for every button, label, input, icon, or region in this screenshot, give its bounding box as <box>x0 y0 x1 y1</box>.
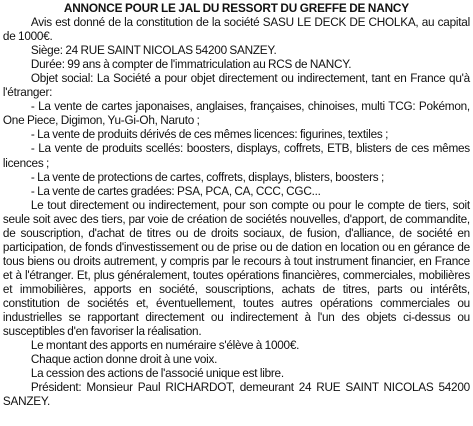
notice-paragraph-objet-detail: Le tout directement ou indirectement, pour son compte ou pour le compte de tiers, soit seule soit avec des tiers, par voie de création de sociétés nouvelles, d'apport, de commandite, de souscription, d'achat de titres ou de droits sociaux, de fusion, d'alliance, de société en participation, de fonds d'investissement ou de prise ou de dation en location ou en gérance de tous biens ou droits autrement, y compris par le recours à tout instrument financier, en France et à l'étranger. Et, plus généralement, toutes opérations financières, commerciales, mobilières et immobilières, apports en société, souscriptions, achats de titres, parts ou intérêts, constitution de sociétés et, éventuellement, toutes autres opérations commerciales ou industrielles se rapportant directement ou indirectement à l'un des objets ci-dessus ou susceptibles d'en favoriser la réalisation. <box>2 197 470 339</box>
notice-paragraph-president: Président: Monsieur Paul RICHARDOT, demeurant 24 RUE SAINT NICOLAS 54200 SANZEY. <box>2 380 470 409</box>
notice-paragraph-duree: Durée: 99 ans à compter de l'immatriculation au RCS de NANCY. <box>30 57 352 72</box>
notice-paragraph-siege: Siège: 24 RUE SAINT NICOLAS 54200 SANZEY. <box>30 43 277 58</box>
notice-bullet-cartes: - La vente de cartes japonaises, anglaises, françaises, chinoises, multi TCG: Pokémon, One Piece, Digimon, Yu-Gi-Oh, Naruto ; <box>2 99 470 128</box>
notice-title: ANNONCE POUR LE JAL DU RESSORT DU GREFFE DE NANCY <box>63 1 409 15</box>
notice-bullet-cartes-gradees: - La vente de cartes gradées: PSA, PCA, CA, CCC, CGC... <box>30 183 321 198</box>
notice-paragraph-cession: La cession des actions de l'associé unique est libre. <box>30 366 284 381</box>
notice-bullet-protections: - La vente de protections de cartes, coffrets, displays, blisters, boosters ; <box>30 169 384 184</box>
notice-paragraph-apports: Le montant des apports en numéraire s'élève à 1000€. <box>30 338 300 353</box>
notice-paragraph-constitution: Avis est donné de la constitution de la société SASU LE DECK DE CHOLKA, au capital de 1000€. <box>2 15 470 44</box>
notice-bullet-produits-derives: - La vente de produits dérivés de ces mêmes licences: figurines, textiles ; <box>30 127 389 142</box>
notice-paragraph-voix: Chaque action donne droit à une voix. <box>30 352 218 367</box>
notice-paragraph-objet-social: Objet social: La Société a pour objet directement ou indirectement, tant en France qu'à l'étranger: <box>2 71 470 100</box>
notice-bullet-produits-scelles: - La vente de produits scellés: boosters, displays, coffrets, ETB, blisters de ces mêmes licences ; <box>2 141 470 170</box>
